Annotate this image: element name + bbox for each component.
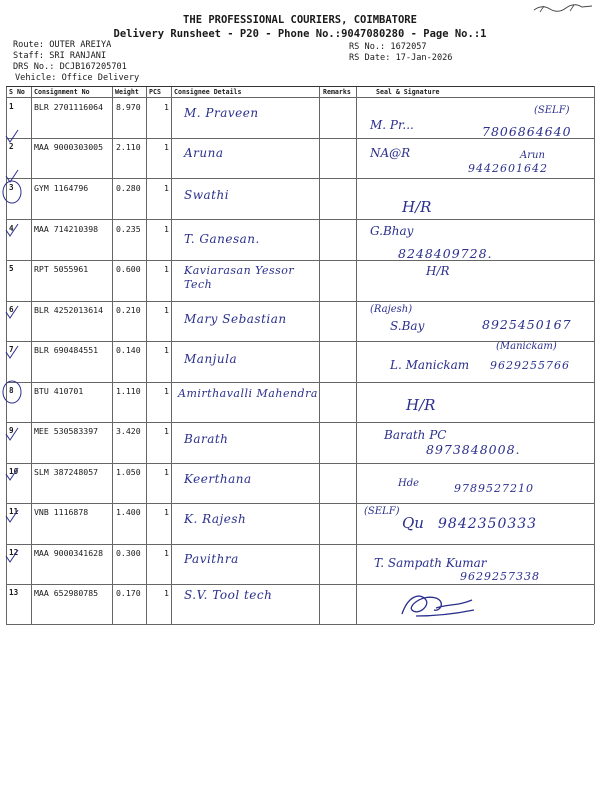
row-sno: 3 <box>9 183 14 192</box>
row-consignee: Manjula <box>184 352 238 366</box>
rs-number: RS No.: 1672057 <box>349 42 427 52</box>
col-remarks: Remarks <box>323 88 351 96</box>
row-signature: G.Bhay <box>370 224 414 238</box>
row-consignment: BLR 4252013614 <box>34 305 104 315</box>
row-sno: 11 <box>9 507 19 516</box>
row-pcs: 1 <box>164 588 169 598</box>
row-pcs: 1 <box>164 345 169 355</box>
rs-date: RS Date: 17-Jan-2026 <box>349 53 453 63</box>
row-weight: 1.110 <box>116 386 141 396</box>
row-signature-note: (SELF) <box>534 105 570 116</box>
row-weight: 0.210 <box>116 305 141 315</box>
row-consignee: Mary Sebastian <box>184 312 287 326</box>
row-consignment: MAA 714210398 <box>34 224 99 234</box>
row-consignee: Keerthana <box>184 472 252 486</box>
row-signature: (Manickam) <box>496 341 557 352</box>
row-signature: (Rajesh) <box>370 304 413 315</box>
row-signature: (SELF) <box>364 506 400 517</box>
row-sno: 10 <box>9 467 19 476</box>
row-consignment: MAA 9000303005 <box>34 142 104 152</box>
runsheet-subtitle: Delivery Runsheet - P20 - Phone No.:9047080280 - Page No.:1 <box>113 28 487 40</box>
row-signature-note: Arun <box>520 150 545 161</box>
row-weight: 0.170 <box>116 588 141 598</box>
row-consignee: Pavithra <box>184 552 239 566</box>
row-pcs: 1 <box>164 467 169 477</box>
row-pcs: 1 <box>164 305 169 315</box>
row-signature: T. Sampath Kumar <box>374 556 487 570</box>
col-consignment: Consignment No <box>34 88 90 96</box>
row-consignee: M. Praveen <box>184 106 259 120</box>
row-weight: 0.235 <box>116 224 141 234</box>
row-sno: 2 <box>9 142 14 151</box>
row-weight: 3.420 <box>116 426 141 436</box>
row-consignment: GYM 1164796 <box>34 183 89 193</box>
row-signature-phone: 9629257338 <box>460 570 540 583</box>
row-pcs: 1 <box>164 142 169 152</box>
row-consignment: MEE 530583397 <box>34 426 99 436</box>
row-consignment: RPT 5055961 <box>34 264 89 274</box>
row-sno: 1 <box>9 102 14 111</box>
row-sno: 5 <box>9 264 14 273</box>
row-consignment: MAA 652980785 <box>34 588 99 598</box>
row-pcs: 1 <box>164 426 169 436</box>
row-signature-note: L. Manickam <box>390 358 470 372</box>
col-seal: Seal & Signature <box>376 88 440 96</box>
row-weight: 0.280 <box>116 183 141 193</box>
row-pcs: 1 <box>164 507 169 517</box>
row-weight: 0.300 <box>116 548 141 558</box>
row-sno: 9 <box>9 426 14 435</box>
row-signature-phone: 9442601642 <box>468 162 548 175</box>
margin-marks <box>0 120 30 680</box>
row-weight: 1.050 <box>116 467 141 477</box>
row-pcs: 1 <box>164 548 169 558</box>
row-signature-phone: 9629255766 <box>490 359 570 372</box>
row-consignment: SLM 387248057 <box>34 467 99 477</box>
row-signature: Barath PC <box>384 428 447 442</box>
drs-label: DRS No.: <box>13 62 55 72</box>
row-sno: 6 <box>9 305 14 314</box>
row-consignee: T. Ganesan. <box>184 232 260 246</box>
row-pcs: 1 <box>164 102 169 112</box>
row-signature-phone: 9842350333 <box>438 516 538 532</box>
row-consignee: Kaviarasan Yessor Tech <box>184 264 295 291</box>
row-signature: H/R <box>406 396 436 414</box>
drs-field <box>13 62 127 72</box>
row-signature-note: Qu <box>402 514 424 532</box>
row-consignment: BTU 410701 <box>34 386 84 396</box>
col-pcs: PCS <box>149 88 161 96</box>
col-weight: Weight <box>115 88 139 96</box>
row-signature: Hde <box>398 478 420 489</box>
vehicle-field: Vehicle: Office Delivery <box>15 73 140 83</box>
row-signature: NA@R <box>370 146 411 160</box>
row-pcs: 1 <box>164 224 169 234</box>
row-pcs: 1 <box>164 183 169 193</box>
row-consignee: Barath <box>184 432 229 446</box>
row-weight: 0.140 <box>116 345 141 355</box>
row-consignee: K. Rajesh <box>184 512 247 526</box>
signature-scribble <box>396 586 478 622</box>
row-weight: 2.110 <box>116 142 141 152</box>
runsheet-title: THE PROFESSIONAL COURIERS, COIMBATORE <box>183 14 417 26</box>
row-pcs: 1 <box>164 264 169 274</box>
drs-value: DCJB167205701 <box>59 62 127 72</box>
row-signature: H/R <box>402 198 432 216</box>
row-weight: 0.600 <box>116 264 141 274</box>
col-consignee: Consignee Details <box>174 88 242 96</box>
row-consignee: Aruna <box>184 146 224 160</box>
row-weight: 8.970 <box>116 102 141 112</box>
row-consignment: BLR 2701116064 <box>34 102 104 112</box>
row-sno: 13 <box>9 588 19 597</box>
row-consignment: BLR 690484551 <box>34 345 99 355</box>
row-signature: H/R <box>426 264 450 278</box>
row-signature-phone: 9789527210 <box>454 482 534 495</box>
row-consignee: Amirthavalli Mahendra <box>178 387 318 400</box>
staff-field: Staff: SRI RANJANI <box>13 51 107 61</box>
row-consignee: Swathi <box>184 188 230 202</box>
row-sno: 8 <box>9 386 14 395</box>
row-pcs: 1 <box>164 386 169 396</box>
row-signature-phone: 8925450167 <box>482 317 572 332</box>
row-signature-phone: 7806864640 <box>482 124 572 139</box>
row-sno: 4 <box>9 224 14 233</box>
row-signature: M. Pr... <box>370 118 414 132</box>
row-consignment: MAA 9000341628 <box>34 548 104 558</box>
row-consignment: VNB 1116878 <box>34 507 89 517</box>
row-sno: 12 <box>9 548 19 557</box>
route-field: Route: OUTER AREIYA <box>13 40 112 50</box>
row-signature-phone: 8248409728. <box>398 246 493 261</box>
col-sno: S No <box>9 88 25 96</box>
row-consignee: S.V. Tool tech <box>184 588 273 602</box>
row-weight: 1.400 <box>116 507 141 517</box>
row-sno: 7 <box>9 345 14 354</box>
runsheet-table <box>6 86 594 624</box>
row-signature-note: S.Bay <box>390 319 425 333</box>
row-signature-phone: 8973848008. <box>426 442 521 457</box>
